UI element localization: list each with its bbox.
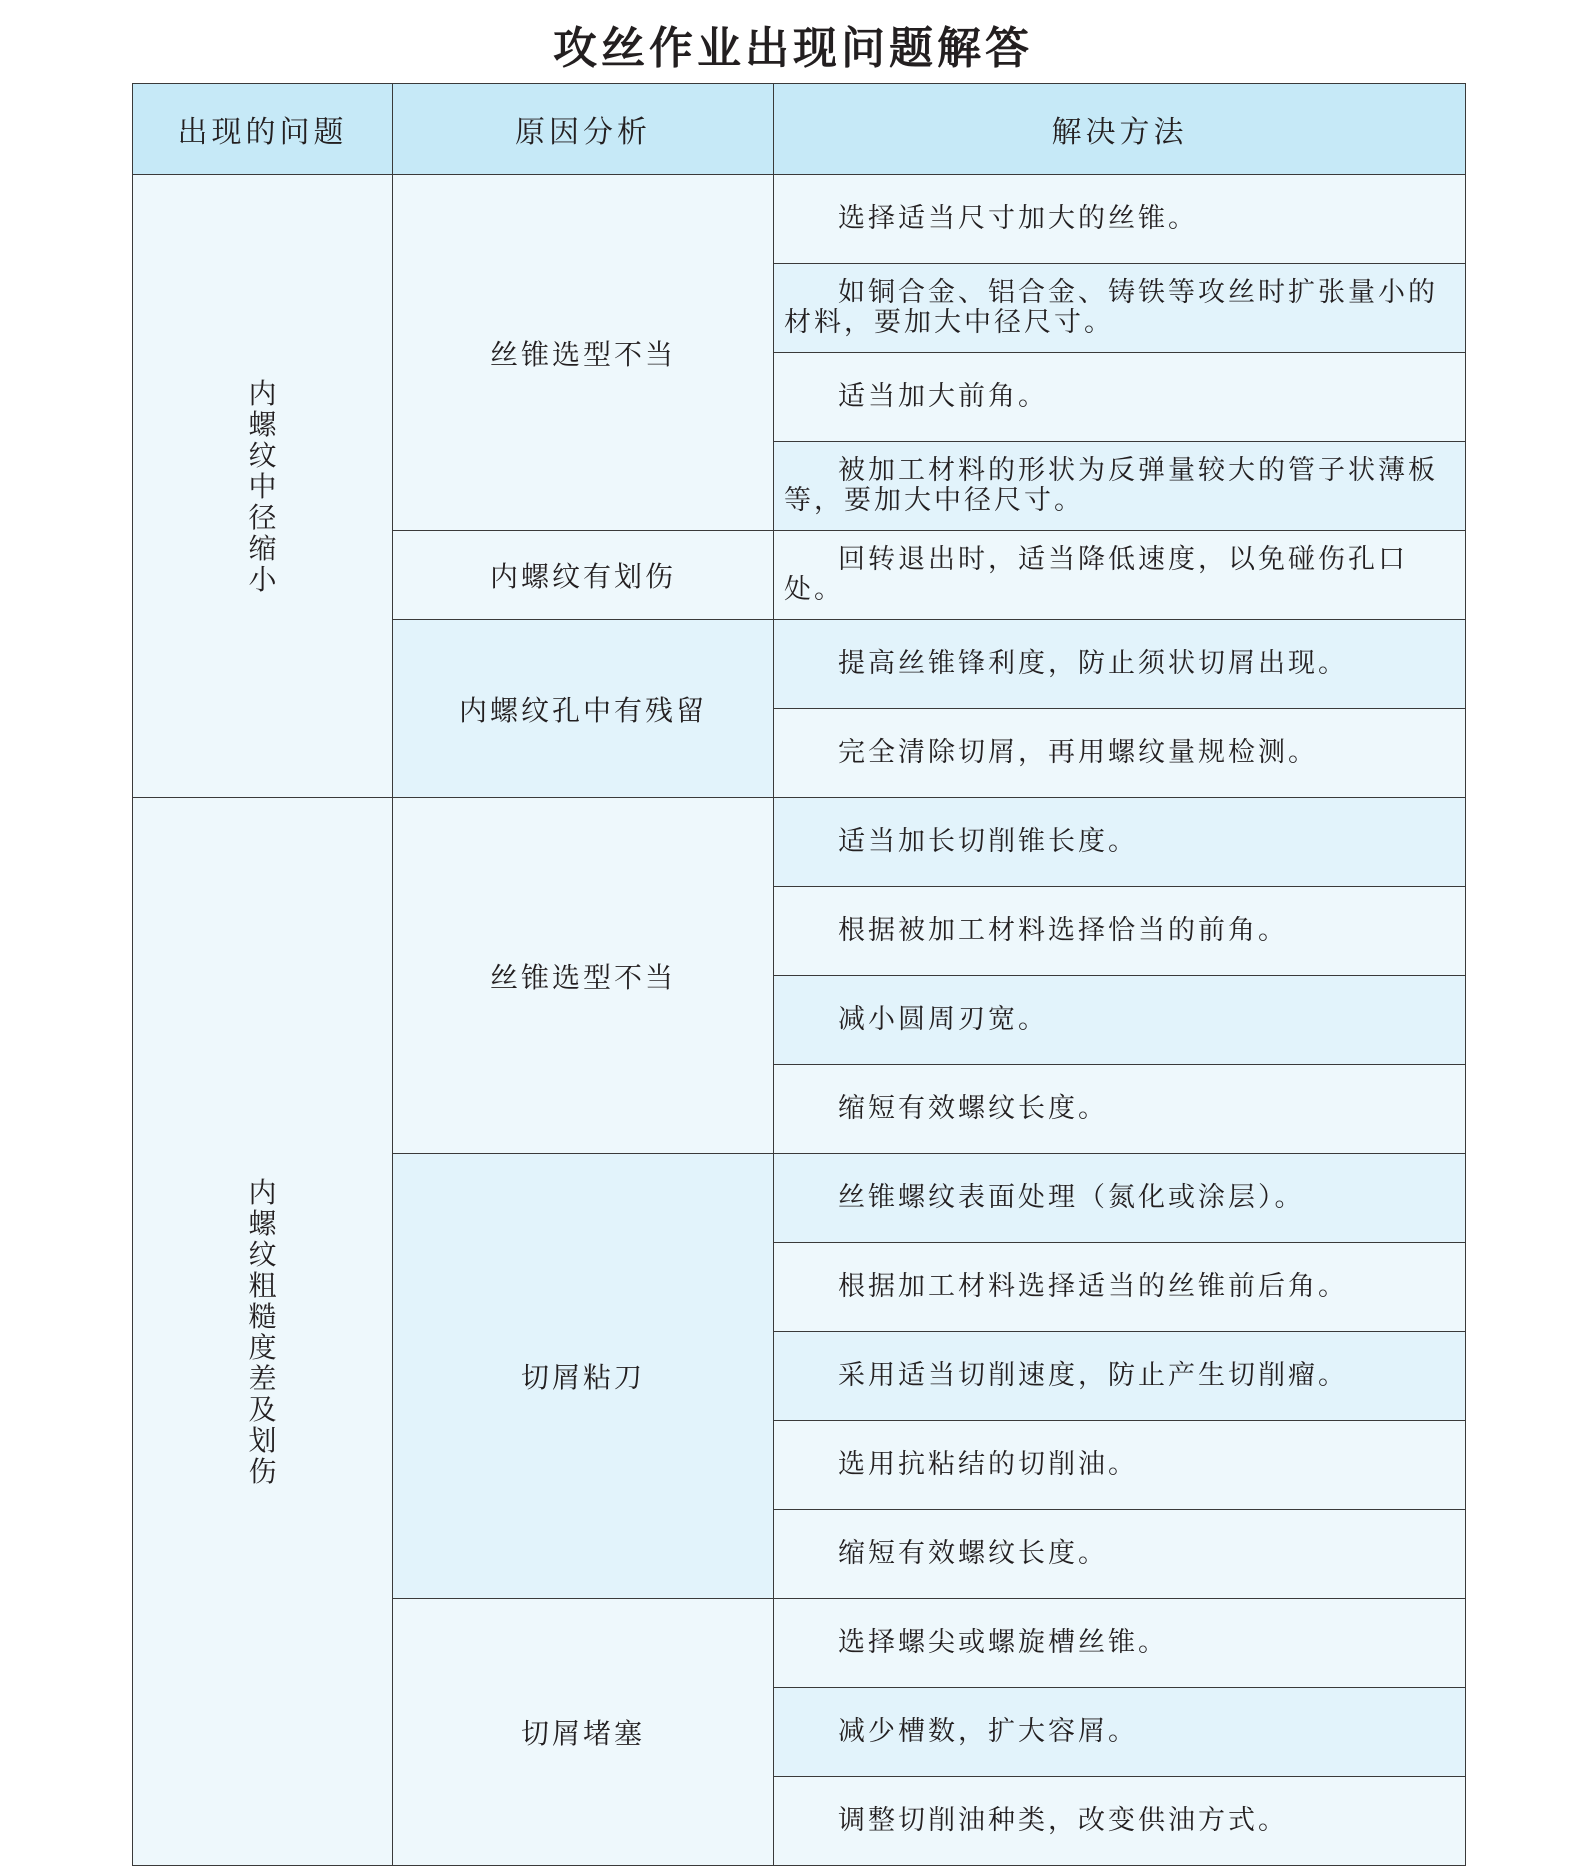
solution-cell: 调整切削油种类，改变供油方式。 — [774, 1777, 1466, 1866]
problem-char: 差 — [248, 1361, 277, 1395]
solution-cell: 缩短有效螺纹长度。 — [774, 1510, 1466, 1599]
problem-cell — [133, 175, 393, 798]
cause-cell: 切屑粘刀 — [393, 1154, 774, 1599]
cause-cell: 内螺纹有划伤 — [393, 531, 774, 620]
problem-char: 中 — [248, 469, 277, 503]
header-row — [133, 84, 1466, 175]
solution-cell: 适当加长切削锥长度。 — [774, 798, 1466, 887]
solution-cell: 丝锥螺纹表面处理（氮化或涂层）。 — [774, 1154, 1466, 1243]
page-title: 攻丝作业出现问题解答 — [553, 23, 1033, 74]
problem-char: 及 — [248, 1392, 277, 1426]
qa-table — [132, 83, 1466, 1866]
problem-char: 度 — [248, 1330, 277, 1364]
solution-cell: 回转退出时，适当降低速度，以免碰伤孔口处。 — [774, 531, 1466, 620]
solution-cell: 选用抗粘结的切削油。 — [774, 1421, 1466, 1510]
solution-cell: 提高丝锥锋利度，防止须状切屑出现。 — [774, 620, 1466, 709]
solution-cell: 选择适当尺寸加大的丝锥。 — [774, 175, 1466, 264]
solution-cell: 完全清除切屑，再用螺纹量规检测。 — [774, 709, 1466, 798]
solution-cell: 采用适当切削速度，防止产生切削瘤。 — [774, 1332, 1466, 1421]
solution-cell: 被加工材料的形状为反弹量较大的管子状薄板等，要加大中径尺寸。 — [774, 442, 1466, 531]
problem-char: 纹 — [248, 1237, 277, 1271]
problem-char: 伤 — [248, 1454, 277, 1488]
problem-char: 糙 — [248, 1299, 277, 1333]
solution-cell: 选择螺尖或螺旋槽丝锥。 — [774, 1599, 1466, 1688]
problem-char: 粗 — [248, 1268, 277, 1302]
solution-cell: 根据加工材料选择适当的丝锥前后角。 — [774, 1243, 1466, 1332]
problem-cell — [133, 798, 393, 1866]
solution-cell: 缩短有效螺纹长度。 — [774, 1065, 1466, 1154]
problem-char: 内 — [248, 376, 277, 410]
problem-char: 纹 — [248, 438, 277, 472]
solution-cell: 适当加大前角。 — [774, 353, 1466, 442]
problem-char: 螺 — [248, 1206, 277, 1240]
problem-char: 内 — [248, 1175, 277, 1209]
header-cause: 原因分析 — [393, 84, 774, 175]
problem-char: 螺 — [248, 407, 277, 441]
cause-cell: 内螺纹孔中有残留 — [393, 620, 774, 798]
cause-cell: 丝锥选型不当 — [393, 175, 774, 531]
solution-cell: 根据被加工材料选择恰当的前角。 — [774, 887, 1466, 976]
table-row — [133, 798, 1466, 887]
solution-cell: 如铜合金、铝合金、铸铁等攻丝时扩张量小的材料，要加大中径尺寸。 — [774, 264, 1466, 353]
problem-char: 径 — [248, 500, 277, 534]
cause-cell: 切屑堵塞 — [393, 1599, 774, 1866]
cause-cell: 丝锥选型不当 — [393, 798, 774, 1154]
problem-char: 划 — [248, 1423, 277, 1457]
problem-char: 缩 — [248, 531, 277, 565]
solution-cell: 减小圆周刃宽。 — [774, 976, 1466, 1065]
table-row — [133, 175, 1466, 264]
header-problem: 出现的问题 — [133, 84, 393, 175]
problem-char: 小 — [248, 562, 277, 596]
header-solution: 解决方法 — [774, 84, 1466, 175]
solution-cell: 减少槽数，扩大容屑。 — [774, 1688, 1466, 1777]
